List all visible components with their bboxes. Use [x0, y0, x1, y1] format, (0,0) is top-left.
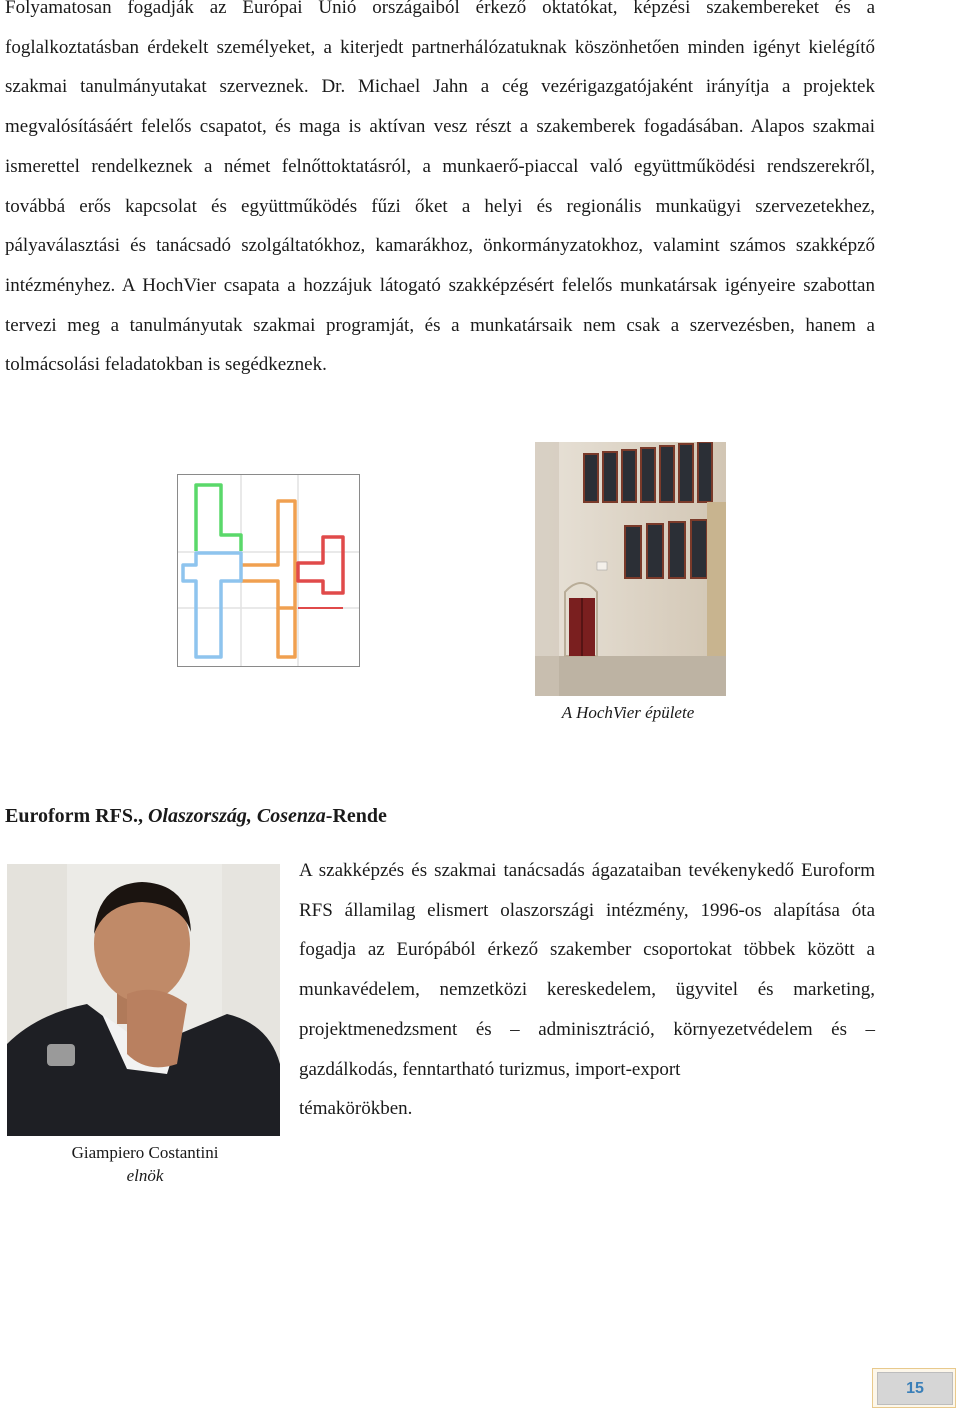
- person-photo-icon: [7, 864, 280, 1136]
- paragraph-line: vesz részt a szakemberek fogadásában. Alapos szakmai ismerettel rendelkeznek a német: [5, 116, 876, 177]
- paragraph-line: minden igényt kielégítő szakmai tanulmányutakat szerveznek. Dr. Michael Jahn a cég: [5, 36, 876, 98]
- title-separator: ,: [137, 805, 148, 827]
- paragraph-line: témakörökben.: [299, 1098, 413, 1120]
- paragraph-line: A szakképzés és szakmai tanácsadás ágazataiban: [299, 860, 682, 881]
- paragraph-line: a munkatársaik nem csak a szervezésben, hanem a tolmácsolási feladatokban is segédkeznek.: [5, 314, 875, 376]
- paragraph-line: és a foglalkoztatásban érdekelt személyeket, a kiterjedt partnerhálózatuknak köszönhetően: [5, 0, 876, 58]
- person-photo: [7, 864, 280, 1136]
- paragraph-line: intézmény, 1996-os alapítása óta fogadja az Európából érkező: [299, 899, 875, 961]
- paragraph-line: felnőttoktatásról, a munkaerő-piaccal való együttműködési rendszerekről, továbbá erős: [5, 155, 875, 217]
- euroform-paragraph: [299, 851, 875, 1129]
- title-org: Euroform RFS.: [5, 805, 138, 827]
- page-number: 15: [906, 1380, 924, 1397]
- paragraph-line: szakember csoportokat többek között a munkavédelem,: [299, 939, 875, 1001]
- paragraph-line: Folyamatosan fogadják az Európai Unió országaiból érkező oktatókat, képzési szakembereket: [5, 0, 820, 18]
- section-title: [5, 805, 387, 828]
- building-photo: [535, 442, 726, 696]
- person-caption: [7, 1141, 283, 1187]
- hochvier-paragraph: [5, 0, 875, 385]
- paragraph-line: kapcsolat és együttműködés fűzi őket a helyi és regionális munkaügyi szervezetekhez,: [125, 195, 875, 217]
- title-country: Olaszország, Cosenza: [147, 805, 326, 827]
- paragraph-line: nemzetközi kereskedelem, ügyvitel és marketing,: [439, 979, 876, 1001]
- paragraph-line: felelős munkatársak igényeire szabottan tervezi meg a tanulmányutak szakmai programját, és: [5, 274, 875, 336]
- hochvier-logo-icon: [178, 475, 359, 666]
- building-caption: A HochVier épülete: [561, 703, 695, 722]
- paragraph-line: tevékenykedő Euroform RFS államilag elismert olaszországi: [299, 860, 875, 921]
- hochvier-logo: [177, 474, 360, 667]
- paragraph-line: pályaválasztási és tanácsadó szolgáltatókhoz, kamarákhoz, önkormányzatokhoz, valamint: [5, 235, 720, 257]
- building-photo-icon: [535, 442, 726, 696]
- paragraph-line: és – gazdálkodás, fenntartható turizmus, import-export: [299, 1018, 876, 1080]
- person-role: elnök: [126, 1166, 164, 1185]
- person-name: Giampiero Costantini: [71, 1143, 219, 1162]
- title-city: -Rende: [325, 805, 387, 827]
- paragraph-line: számos szakképző intézményhez. A HochVier csapata a hozzájuk látogató szakképzésért: [5, 235, 876, 296]
- page-number-box: [877, 1372, 953, 1405]
- paragraph-line: projektmenedzsment és – adminisztráció, környezetvédelem: [299, 1018, 813, 1040]
- page-number-badge: [872, 1368, 956, 1408]
- paragraph-line: vezérigazgatójaként irányítja a projektek megvalósításáért felelős csapatot, és maga is aktívan: [5, 76, 875, 138]
